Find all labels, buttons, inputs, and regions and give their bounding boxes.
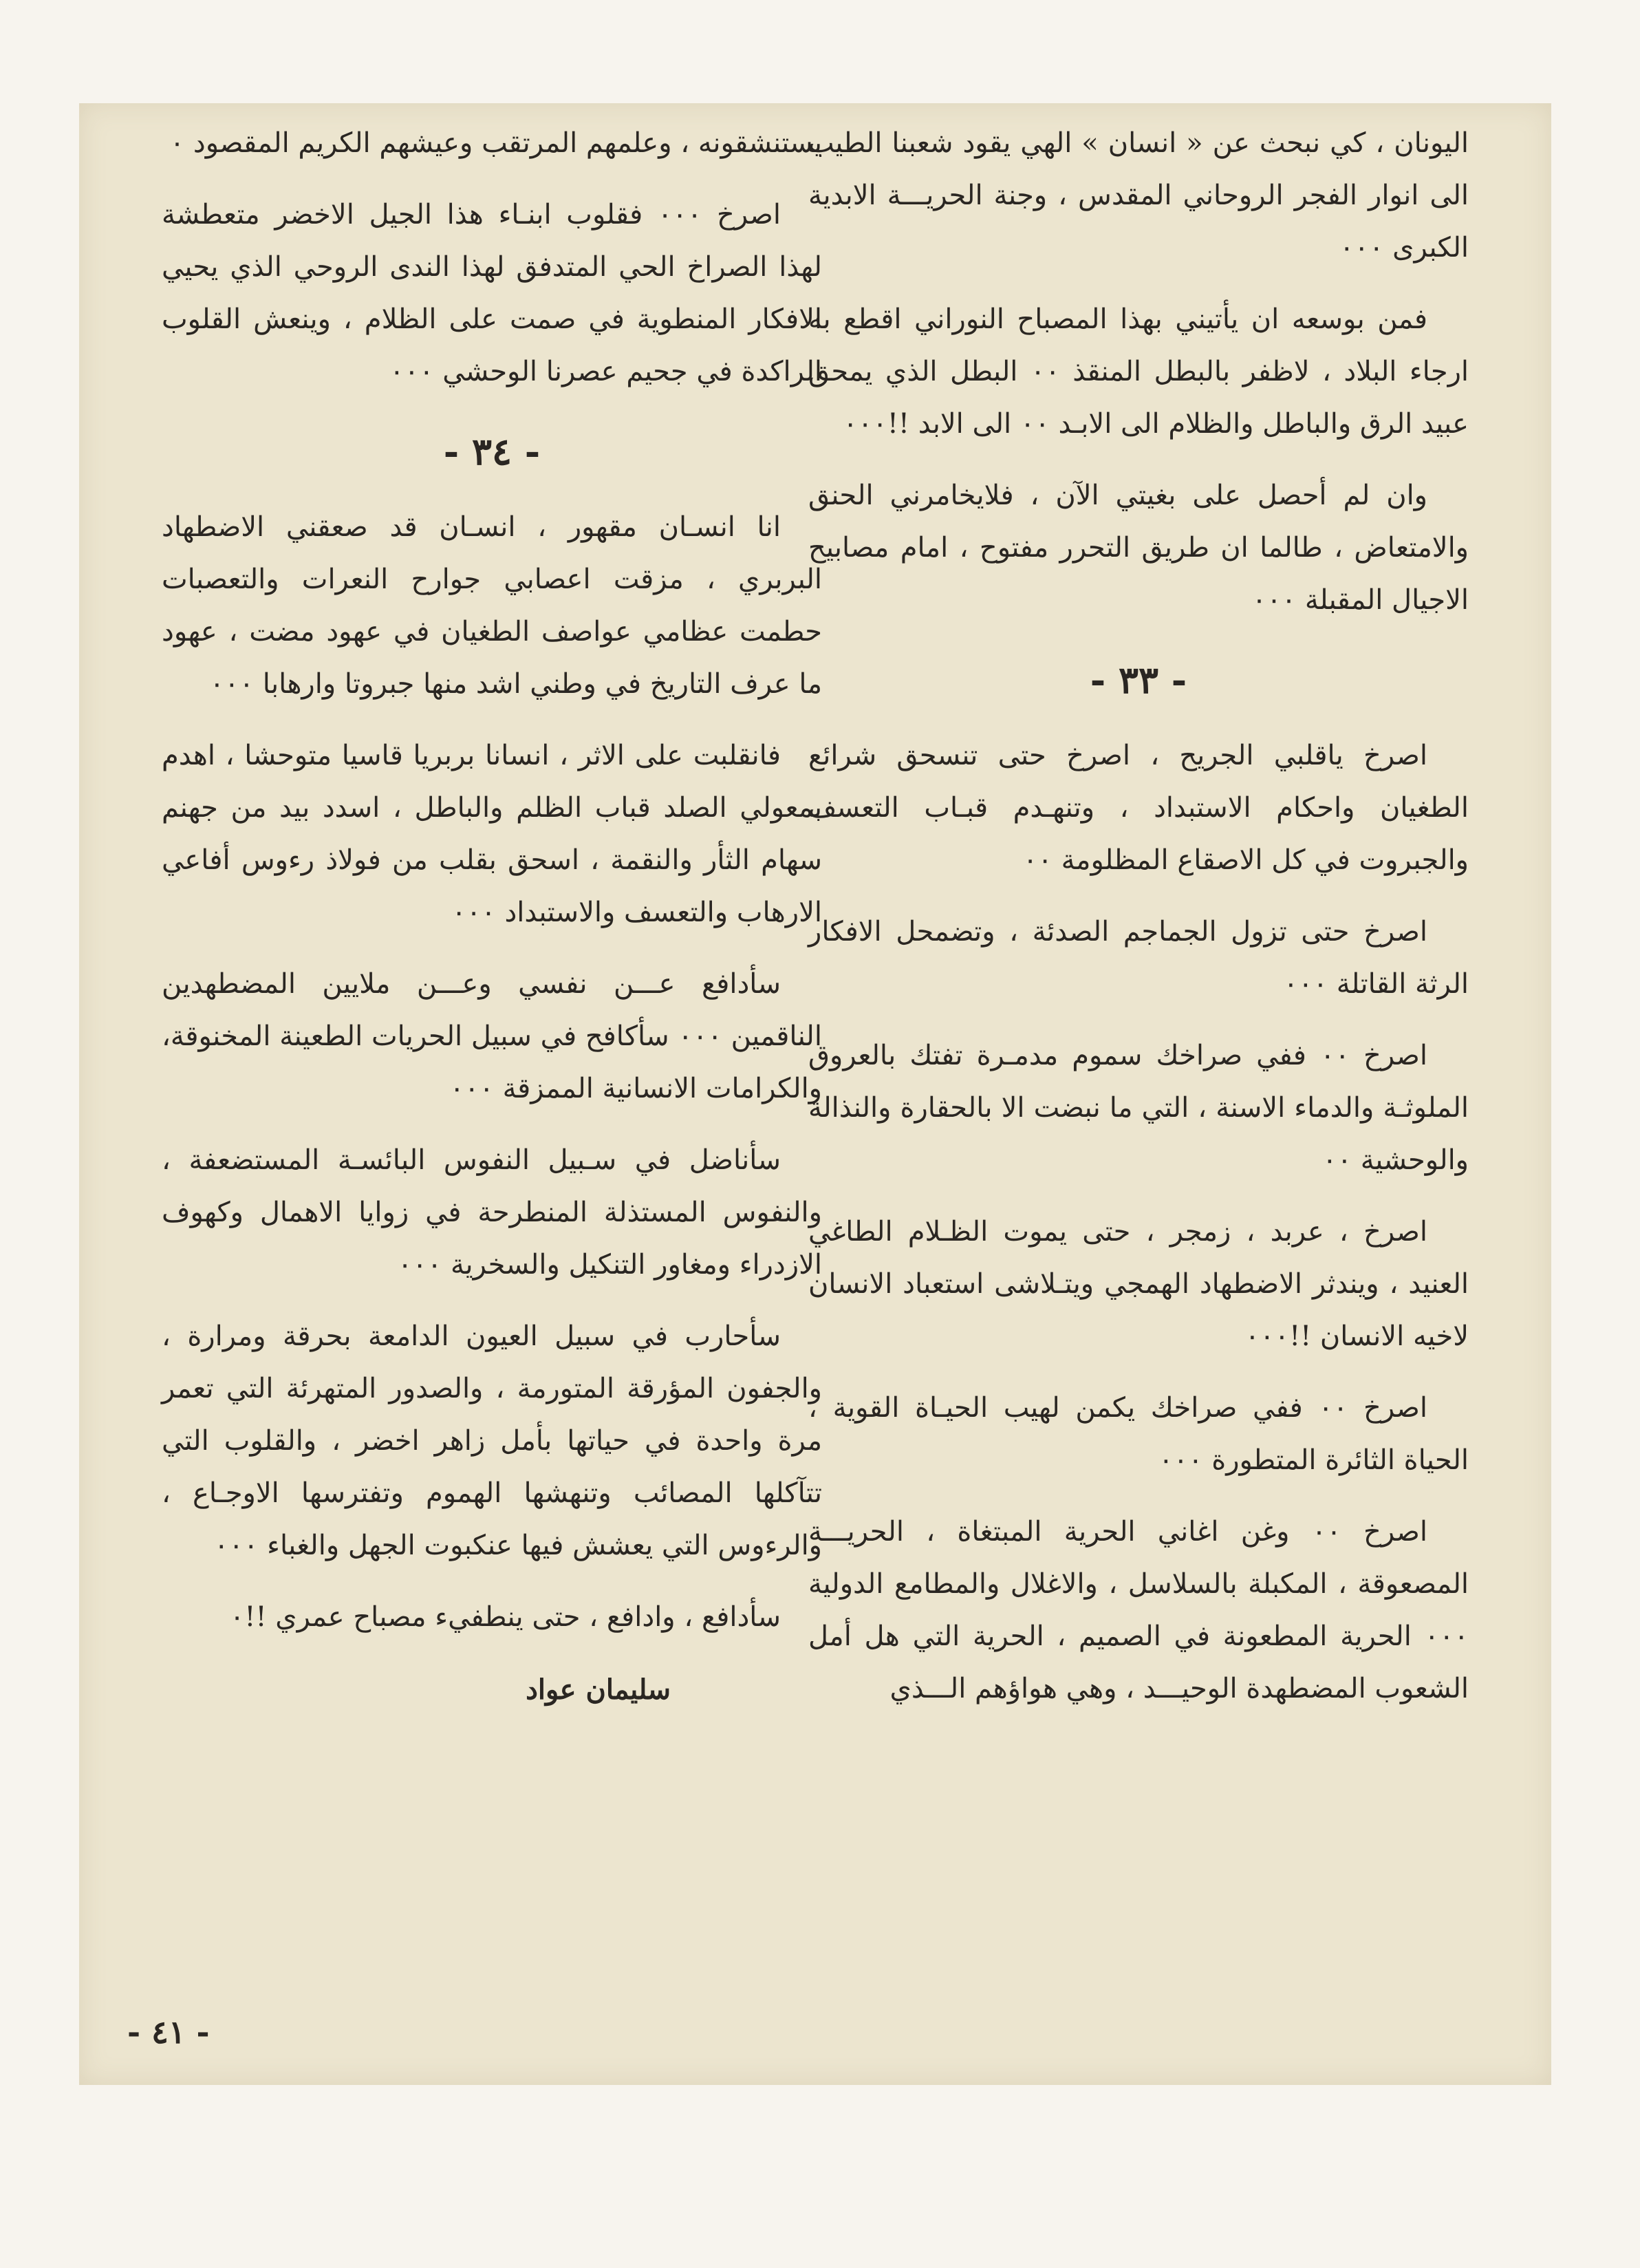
paragraph: اليونان ، كي نبحث عن « انسان » الهي يقود شعبنا الطيب الى انوار الفجر الروحاني المقدس ، وجنة الحريـــة الابدية الكبرى ٠٠٠ [808,127,1469,264]
paragraph: فمن بوسعه ان يأتيني بهذا المصباح النوراني اقطع به ارجاء البلاد ، لاظفر بالبطل المنقذ ٠٠ البطل الذي يمحق عبيد الرق والباطل والظلام الى الابـد ٠٠ الى الابد !!٠٠٠ [808,303,1469,440]
paragraph: سأناضل في سـبيل النفوس البائسـة المستضعفة ، والنفوس المستذلة المنطرحة في زوايا الاهمال وكهوف الازدراء ومغاور التنكيل والسخرية ٠٠٠ [162,1144,822,1281]
paragraph: اصرخ ياقلبي الجريح ، اصرخ حتى تنسحق شرائع الطغيان واحكام الاستبداد ، وتنهـدم قبـاب التعسف والجبروت في كل الاصقاع المظلومة ٠٠ [808,740,1469,876]
page-number: - ٤١ - [127,2013,210,2051]
paragraph: اصرخ ، عربد ، زمجر ، حتى يموت الظـلام الطاغي العنيد ، ويندثر الاضطهاد الهمجي ويتـلاشى استعباد الانسان لاخيه الانسان !!٠٠٠ [808,1216,1469,1352]
right-column [808,117,1469,1734]
paragraph: سأحارب في سبيل العيون الدامعة بحرقة ومرارة ، والجفون المؤرقة المتورمة ، والصدور المتهرئة التي تعمر مرة واحدة في حياتها بأمل زاهر اخضر ، والقلوب التي تتآكلها المصائب وتنهشها الهموم وتفترسها الاوجـاع ، والرءوس التي يعشش فيها عنكبوت الجهل والغباء ٠٠٠ [162,1320,822,1561]
paragraph: يستنشقونه ، وعلمهم المرتقب وعيشهم الكريم المقصود ٠ [169,127,822,159]
paragraph: انا انسـان مقهور ، انسـان قد صعقني الاضطهاد البربري ، مزقت اعصابي جوارح النعرات والتعصبات حطمت عظامي عواصف الطغيان في عهود مضت ، عهود ما عرف التاريخ في وطني اشد منها جبروتا وارهابا ٠٠٠ [162,511,822,700]
paragraph: سأدافع عـــن نفسي وعـــن ملايين المضطهدين الناقمين ٠٠٠ سأكافح في سبيل الحريات الطعينة المخنوقة، والكرامات الانسانية الممزقة ٠٠٠ [162,968,822,1104]
paragraph: اصرخ ٠٠ وغن اغاني الحرية المبتغاة ، الحريـــة المصعوقة ، المكبلة بالسلاسل ، والاغلال والمطامع الدولية ٠٠٠ الحرية المطعونة في الصميم ، الحرية التي هل أمل الشعوب المضطهدة الوحيـــد ، وهي هواؤهم الـــذي [808,1516,1469,1704]
paragraph: وان لم أحصل على بغيتي الآن ، فلايخامرني الحنق والامتعاض ، طالما ان طريق التحرر مفتوح ، امام مصابيح الاجيال المقبلة ٠٠٠ [808,480,1469,616]
paragraph: اصرخ ٠٠ ففي صراخك يكمن لهيب الحيـاة القوية ، الحياة الثائرة المتطورة ٠٠٠ [808,1392,1469,1476]
section-number-33: - ٣٣ - [1090,658,1187,702]
paragraph: فانقلبت على الاثر ، انسانا بربريا قاسيا متوحشا ، اهدم بمعولي الصلد قباب الظلم والباطل ، اسدد بيد من جهنم سهام الثأر والنقمة ، اسحق بقلب من فولاذ رءوس أفاعي الارهاب والتعسف والاستبداد ٠٠٠ [162,740,822,928]
left-column [162,117,822,1716]
author-signature: سليمان عواد [526,1673,671,1706]
paragraph: سأدافع ، وادافع ، حتى ينطفيء مصباح عمري !!٠ [229,1601,781,1633]
section-number-34: - ٣٤ - [443,429,541,473]
paragraph: اصرخ ٠٠٠ فقلوب ابنـاء هذا الجيل الاخضر متعطشة لهذا الصراخ الحي المتدفق لهذا الندى الروحي الذي يحيي الافكار المنطوية في صمت على الظلام ، وينعش القلوب الراكدة في جحيم عصرنا الوحشي ٠٠٠ [162,199,822,387]
magazine-page [79,103,1551,2085]
paragraph: اصرخ حتى تزول الجماجم الصدئة ، وتضمحل الافكار الرثة القاتلة ٠٠٠ [808,916,1469,1000]
paragraph: اصرخ ٠٠ ففي صراخك سموم مدمـرة تفتك بالعروق الملوثـة والدماء الاسنة ، التي ما نبضت الا بالحقارة والنذالة والوحشية ٠٠ [808,1040,1469,1176]
